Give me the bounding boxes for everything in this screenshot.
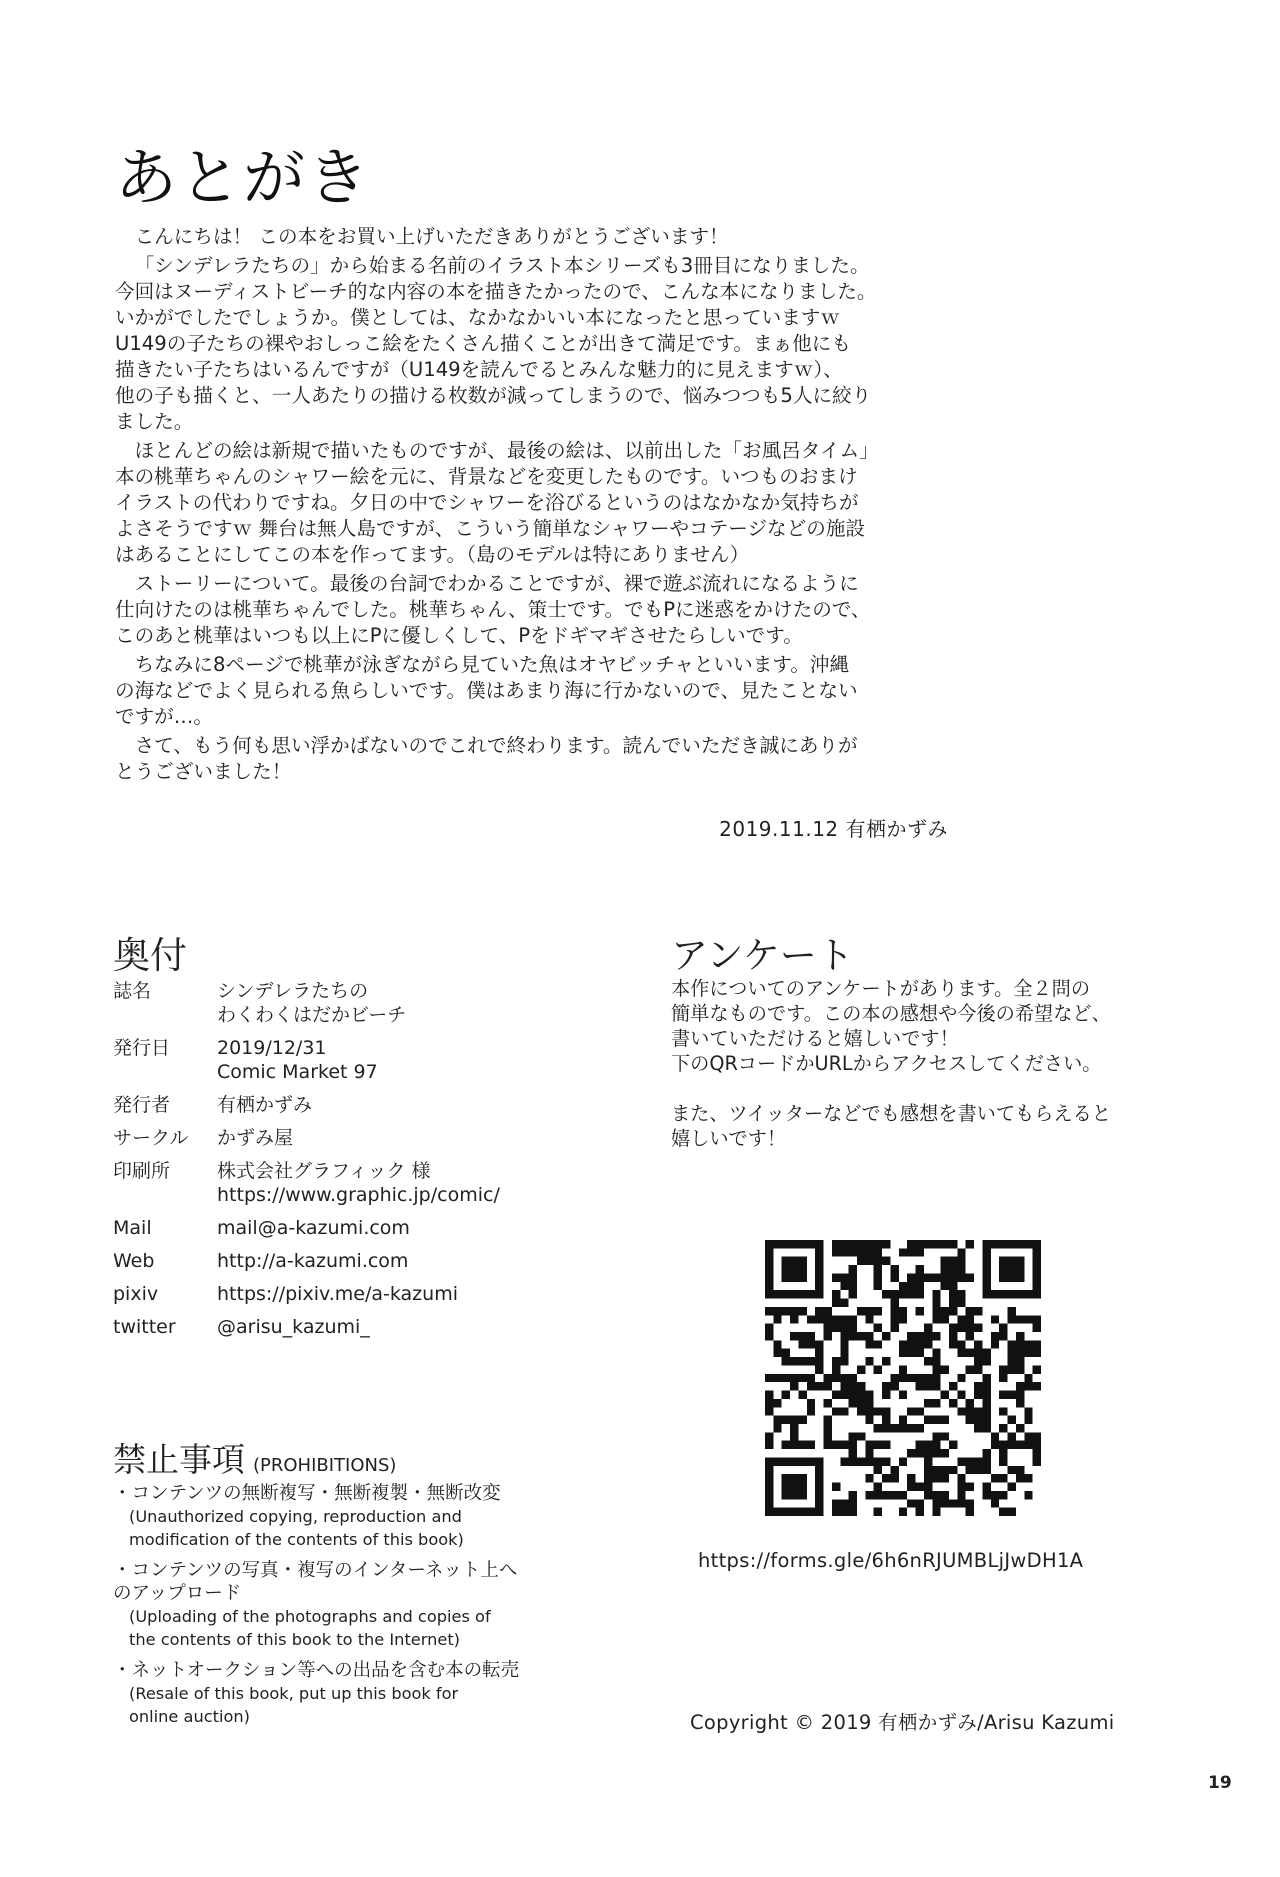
afterword-line: ですが…。: [115, 705, 213, 728]
prohibition-ja: ・コンテンツの無断複写・無断複製・無断改変: [113, 1483, 501, 1504]
colophon-value: https://pixiv.me/a-kazumi: [217, 1283, 458, 1305]
prohibition-en: (Uploading of the photographs and copies of the contents of this book to the Internet): [129, 1607, 491, 1649]
afterword-line: いかがでしたでしょうか。僕としては、なかなかいい本になったと思っていますｗ: [115, 306, 840, 329]
prohibition-item: [113, 1659, 573, 1728]
colophon-key: Web: [113, 1250, 155, 1272]
prohibitions-heading-ja: 禁止事項: [113, 1440, 245, 1479]
colophon-value: mail@a-kazumi.com: [217, 1217, 410, 1239]
afterword-line: ストーリーについて。最後の台詞でわかることですが、裸で遊ぶ流れになるように: [134, 572, 859, 595]
afterword-line: とうございました！: [115, 760, 292, 783]
afterword-paragraph: [115, 253, 947, 435]
afterword-line: ちなみに8ページで桃華が泳ぎながら見ていた魚はオヤビッチャといいます。沖縄: [134, 653, 850, 676]
colophon-key: 誌名: [113, 980, 152, 1002]
afterword-line: さて、もう何も思い浮かばないのでこれで終わります。読んでいただき誠にありが: [134, 734, 858, 757]
afterword-signature: 2019.11.12 有栖かずみ: [719, 817, 948, 841]
afterword-line: イラストの代わりですね。夕日の中でシャワーを浴びるというのはなかなか気持ちが: [115, 491, 859, 514]
colophon-value: シンデレラたちの わくわくはだかビーチ: [217, 980, 407, 1026]
colophon-key: サークル: [113, 1127, 189, 1149]
colophon-key: 印刷所: [113, 1160, 171, 1182]
afterword-paragraph: [115, 438, 947, 568]
colophon-heading: 奥付: [113, 934, 187, 977]
prohibition-en: (Unauthorized copying, reproduction and modification of the contents of this book): [129, 1507, 464, 1549]
colophon-key: pixiv: [113, 1283, 159, 1305]
colophon-value: 2019/12/31 Comic Market 97: [217, 1037, 378, 1083]
prohibition-ja: ・ネットオークション等への出品を含む本の転売: [113, 1660, 520, 1681]
colophon-row: [113, 1249, 553, 1273]
survey-heading: アンケート: [671, 934, 854, 977]
colophon-value: 有栖かずみ: [217, 1094, 313, 1116]
colophon-key: twitter: [113, 1316, 176, 1338]
afterword-line: よさそうですｗ 舞台は無人島ですが、こういう簡単なシャワーやコテージなどの施設: [115, 517, 866, 540]
colophon-value: 株式会社グラフィック 様 https://www.graphic.jp/comic/: [217, 1160, 500, 1206]
page-title: あとがき: [115, 141, 372, 214]
survey-note: また、ツイッターなどでも感想を書いてもらえると 嬉しいです！: [671, 1102, 1111, 1150]
afterword-paragraph: [115, 571, 947, 649]
prohibitions-heading-en: (PROHIBITIONS): [253, 1455, 397, 1476]
survey-description: 本作についてのアンケートがあります。全２問の 簡単なものです。この本の感想や今後の希望など、 書いていただけると嬉しいです！ 下のQRコードかURLからアクセスしてください。: [671, 977, 1111, 1075]
colophon-row: [113, 1159, 553, 1207]
colophon-row: [113, 1036, 553, 1084]
colophon-key: 発行日: [113, 1037, 171, 1059]
prohibition-en: (Resale of this book, put up this book for online auction): [129, 1684, 459, 1726]
afterword-line: 仕向けたのは桃華ちゃんでした。桃華ちゃん、策士です。でもPに迷惑をかけたので、: [115, 598, 871, 621]
afterword-line: 「シンデレラたちの」から始まる名前のイラスト本シリーズも3冊目になりました。: [134, 254, 870, 277]
afterword-line: ました。: [115, 410, 194, 433]
afterword-line: はあることにしてこの本を作ってます。（島のモデルは特にありません）: [115, 543, 750, 566]
colophon-value: かずみ屋: [217, 1127, 294, 1149]
colophon-key: 発行者: [113, 1094, 171, 1116]
colophon-value: http://a-kazumi.com: [217, 1250, 409, 1272]
colophon-row: [113, 1315, 553, 1339]
colophon-row: [113, 1216, 553, 1240]
prohibitions-heading: [113, 1434, 396, 1481]
colophon-row: [113, 979, 553, 1027]
colophon-row: [113, 1093, 553, 1117]
prohibition-ja: ・コンテンツの写真・複写のインターネット上へ のアップロード: [113, 1560, 518, 1604]
colophon-key: Mail: [113, 1217, 152, 1239]
afterword-line: U149の子たちの裸やおしっこ絵をたくさん描くことが出きて満足です。まぁ他にも: [115, 332, 851, 355]
afterword-line: 今回はヌーディストビーチ的な内容の本を描きたかったので、こんな本になりました。: [115, 280, 877, 303]
prohibition-item: [113, 1559, 573, 1651]
afterword-line: 本の桃華ちゃんのシャワー絵を元に、背景などを変更したものです。いつものおまけ: [115, 465, 858, 488]
colophon-row: [113, 1282, 553, 1306]
afterword-line: ほとんどの絵は新規で描いたものですが、最後の絵は、以前出した「お風呂タイム」: [134, 439, 879, 462]
survey-qr-code[interactable]: [765, 1240, 1041, 1516]
afterword-line: 他の子も描くと、一人あたりの描ける枚数が減ってしまうので、悩みつつも5人に絞り: [115, 384, 872, 407]
afterword-paragraph: [115, 652, 947, 730]
colophon-table: [113, 979, 553, 1348]
copyright-text: Copyright © 2019 有栖かずみ/Arisu Kazumi: [690, 1711, 1115, 1734]
prohibitions-list: [113, 1482, 573, 1736]
afterword-line: の海などでよく見られる魚らしいです。僕はあまり海に行かないので、見たことない: [115, 679, 858, 702]
page-number: 19: [1208, 1773, 1232, 1793]
survey-url-link[interactable]: https://forms.gle/6h6nRJUMBLjJwDH1A: [698, 1549, 1084, 1572]
afterword-paragraph: [115, 224, 947, 250]
colophon-value: @arisu_kazumi_: [217, 1316, 370, 1338]
colophon-row: [113, 1126, 553, 1150]
afterword-line: 描きたい子たちはいるんですが（U149を読んでるとみんな魅力的に見えますｗ）、: [115, 358, 843, 381]
prohibition-item: [113, 1482, 573, 1551]
afterword-paragraph: [115, 733, 947, 785]
afterword-line: このあと桃華はいつも以上にPに優しくして、Pをドギマギさせたらしいです。: [115, 624, 803, 647]
afterword-body: [115, 224, 947, 788]
afterword-line: こんにちは！ この本をお買い上げいただきありがとうございます！: [134, 225, 729, 248]
